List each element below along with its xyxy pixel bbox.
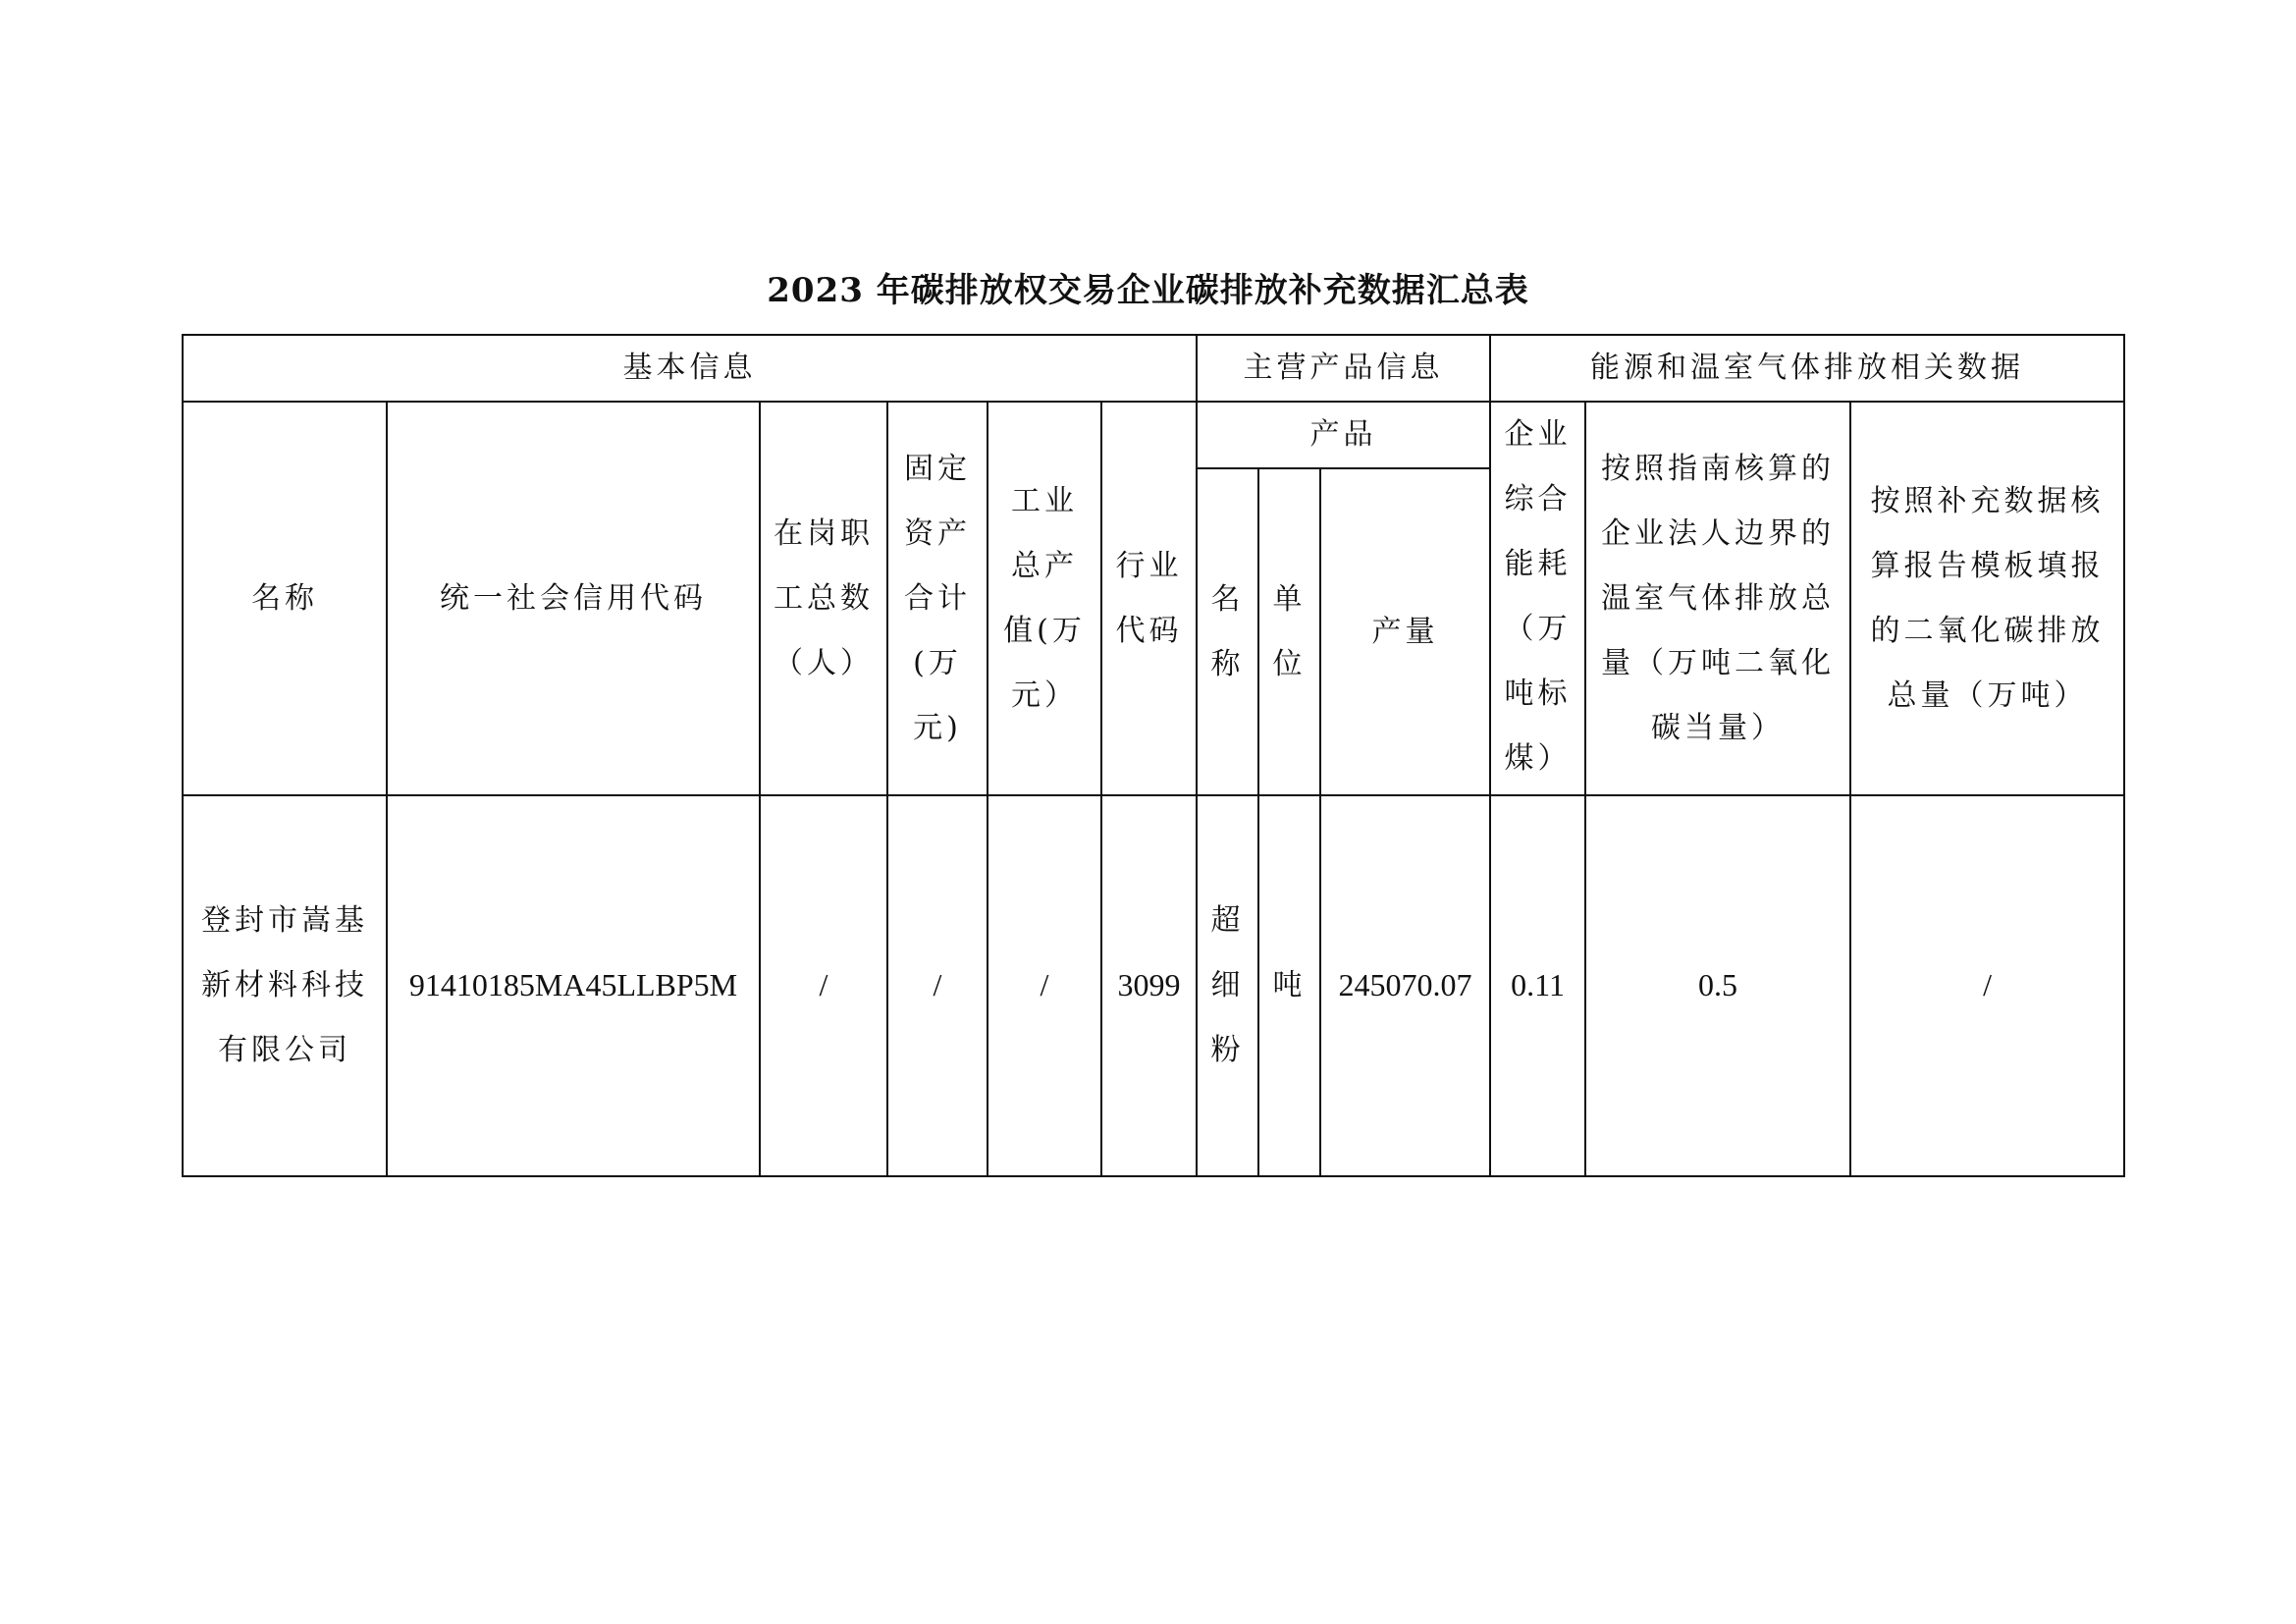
page-title: 2023 年碳排放权交易企业碳排放补充数据汇总表 <box>767 271 1529 310</box>
cell-fixed-assets: / <box>887 795 988 1176</box>
cell-co2-supplement: / <box>1850 795 2124 1176</box>
group-header-row <box>183 335 2124 402</box>
header-employees: 在岗职 工总数 （人） <box>760 402 887 795</box>
header-ghg-guide: 按照指南核算的 企业法人边界的 温室气体排放总 量（万吨二氧化 碳当量） <box>1585 402 1850 795</box>
cell-industry-code: 3099 <box>1101 795 1197 1176</box>
header-product-name: 名 称 <box>1197 468 1258 795</box>
header-name: 名称 <box>183 402 387 795</box>
header-row-1 <box>183 402 2124 468</box>
cell-quantity: 245070.07 <box>1320 795 1490 1176</box>
cell-credit-code: 91410185MA45LLBP5M <box>387 795 760 1176</box>
group-basic-info: 基本信息 <box>183 335 1197 402</box>
header-product: 产品 <box>1197 402 1490 468</box>
cell-ghg-guide: 0.5 <box>1585 795 1850 1176</box>
header-co2-supplement: 按照补充数据核 算报告模板填报 的二氧化碳排放 总量（万吨） <box>1850 402 2124 795</box>
header-credit-code: 统一社会信用代码 <box>387 402 760 795</box>
group-product-info: 主营产品信息 <box>1197 335 1490 402</box>
summary-table <box>182 334 2125 1177</box>
header-energy-consumption: 企业 综合 能耗 （万 吨标 煤） <box>1490 402 1585 795</box>
cell-product-name: 超 细 粉 <box>1197 795 1258 1176</box>
header-fixed-assets: 固定 资产 合计 (万 元) <box>887 402 988 795</box>
cell-unit: 吨 <box>1258 795 1320 1176</box>
cell-name: 登封市嵩基 新材料科技 有限公司 <box>183 795 387 1176</box>
header-industry-code: 行业 代码 <box>1101 402 1197 795</box>
header-unit: 单 位 <box>1258 468 1320 795</box>
cell-employees: / <box>760 795 887 1176</box>
cell-output-value: / <box>988 795 1101 1176</box>
group-energy-data: 能源和温室气体排放相关数据 <box>1490 335 2124 402</box>
table-row <box>183 795 2124 1176</box>
cell-energy-consumption: 0.11 <box>1490 795 1585 1176</box>
header-output-value: 工业 总产 值(万 元） <box>988 402 1101 795</box>
header-quantity: 产量 <box>1320 468 1490 795</box>
